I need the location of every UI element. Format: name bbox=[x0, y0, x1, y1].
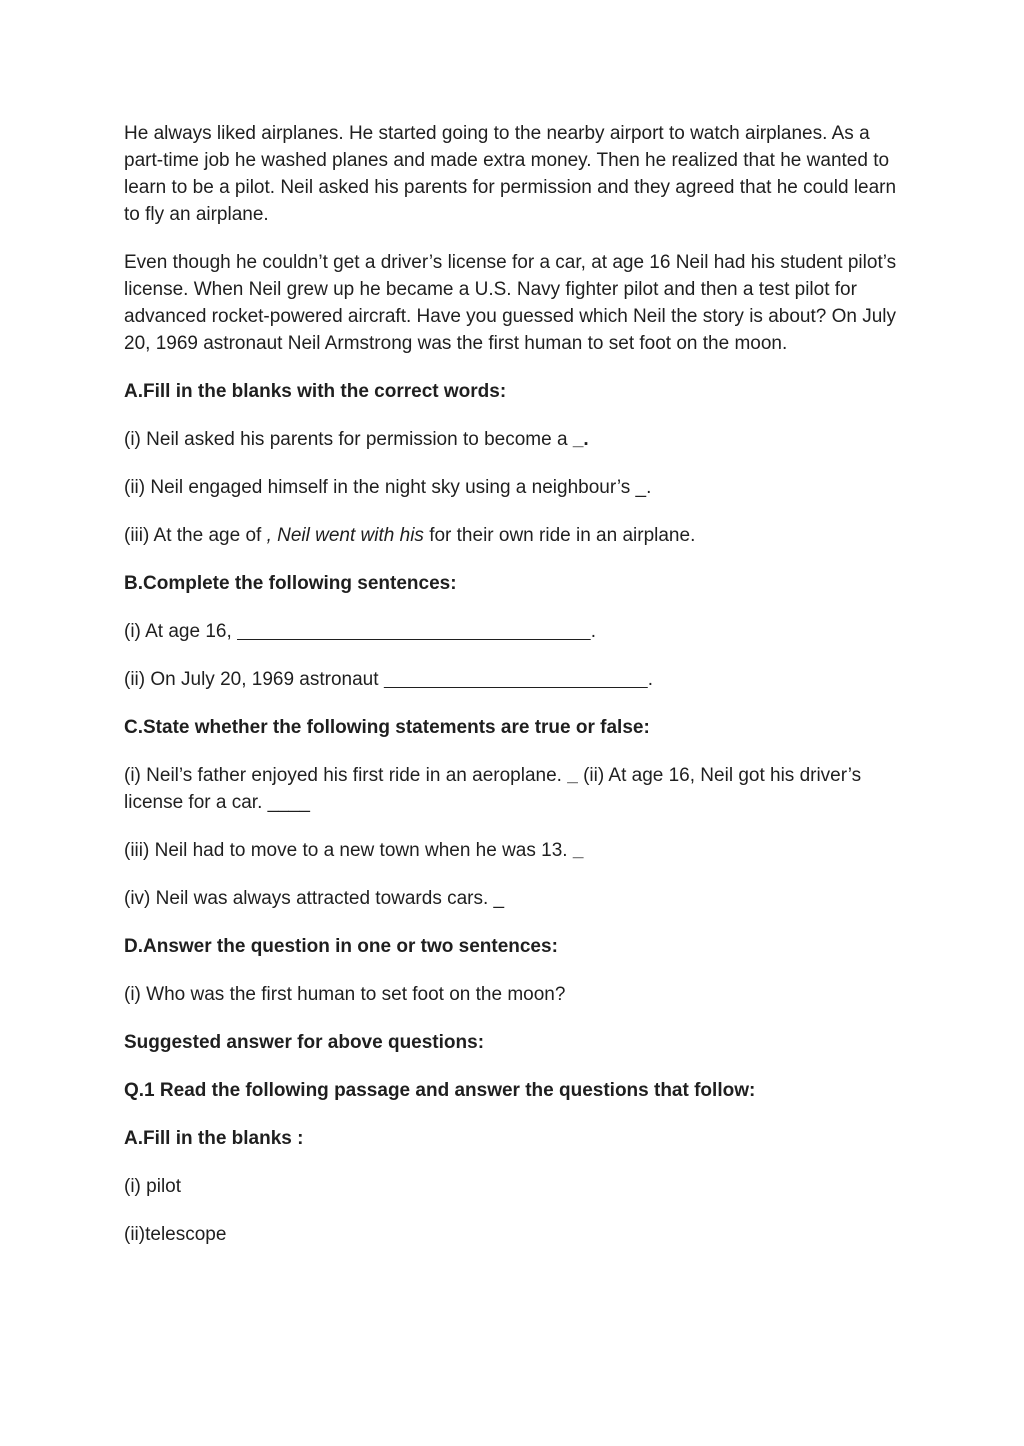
section-a-question-1 bbox=[124, 426, 900, 453]
section-b-q1-blank bbox=[237, 621, 591, 642]
section-c-heading: C.State whether the following statements are true or false: bbox=[124, 717, 650, 738]
passage-paragraph-1: He always liked airplanes. He started going to the nearby airport to watch airplanes. As a part-time job he washed planes and made extra money. Then he realized that he wanted to learn to be a pilot. Neil asked his parents for permission and they agreed that he could learn to fly an airplane. bbox=[124, 123, 897, 225]
section-c-q1-text: (i) Neil’s father enjoyed his first ride in an aeroplane. bbox=[124, 765, 568, 786]
section-c-question-4: (iv) Neil was always attracted towards cars. _ bbox=[124, 888, 505, 909]
answers-a-heading: A.Fill in the blanks : bbox=[124, 1128, 304, 1149]
section-a-q1-text: (i) Neil asked his parents for permission to become a bbox=[124, 429, 573, 450]
section-c-q1-blank: _ bbox=[567, 765, 578, 786]
answer-2: (ii)telescope bbox=[124, 1224, 227, 1245]
section-c-q2-text: (ii) At age 16, Neil got his driver’s license for a car. ____ bbox=[124, 765, 862, 813]
section-b-question-2 bbox=[124, 666, 900, 693]
answers-q1-heading: Q.1 Read the following passage and answer the questions that follow: bbox=[124, 1080, 756, 1101]
section-a-heading: A.Fill in the blanks with the correct words: bbox=[124, 381, 507, 402]
section-b-q1-end: . bbox=[590, 621, 596, 642]
passage-paragraph-2: Even though he couldn’t get a driver’s license for a car, at age 16 Neil had his student pilot’s license. When Neil grew up he became a U.S. Navy fighter pilot and then a test pilot for advanced rocket-powered aircraft. Have you guessed which Neil the story is about? On July 20, 1969 astronaut Neil Armstrong was the first human to set foot on the moon. bbox=[124, 252, 897, 354]
section-c-q3-blank: _ bbox=[572, 840, 584, 861]
section-b-q1-text: (i) At age 16, bbox=[124, 621, 238, 642]
section-a-q1-blank: _. bbox=[572, 429, 589, 450]
section-b-heading: B.Complete the following sentences: bbox=[124, 573, 457, 594]
section-c-question-3 bbox=[124, 837, 900, 864]
answers-heading: Suggested answer for above questions: bbox=[124, 1032, 485, 1053]
answer-1: (i) pilot bbox=[124, 1176, 182, 1197]
section-b-question-1 bbox=[124, 618, 900, 645]
section-c-question-1-2 bbox=[124, 762, 900, 816]
section-c-q3-text: (iii) Neil had to move to a new town when he was 13. bbox=[124, 840, 573, 861]
section-b-q2-blank bbox=[384, 669, 648, 690]
section-a-q3-start: (iii) At the age of bbox=[124, 525, 267, 546]
section-d-heading: D.Answer the question in one or two sentences: bbox=[124, 936, 558, 957]
document-page bbox=[124, 120, 900, 1269]
section-a-question-2: (ii) Neil engaged himself in the night sky using a neighbour’s _. bbox=[124, 477, 652, 498]
section-d-question-1: (i) Who was the first human to set foot on the moon? bbox=[124, 984, 566, 1005]
section-a-q3-italic: , Neil went with his bbox=[266, 525, 424, 546]
section-a-q3-end: for their own ride in an airplane. bbox=[423, 525, 696, 546]
section-b-q2-text: (ii) On July 20, 1969 astronaut bbox=[124, 669, 384, 690]
section-b-q2-end: . bbox=[647, 669, 654, 690]
section-a-question-3 bbox=[124, 522, 900, 549]
